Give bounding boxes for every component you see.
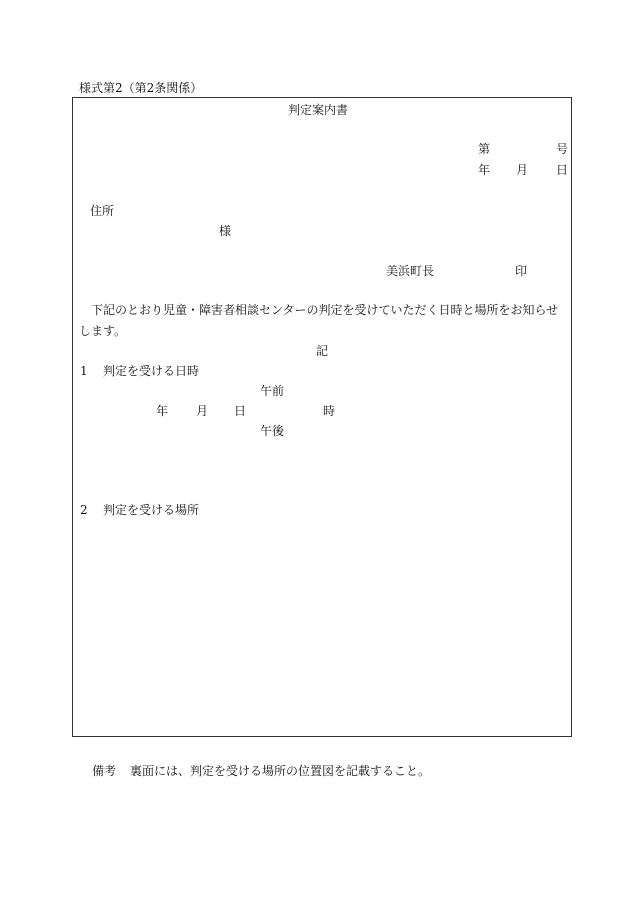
item2-label: 判定を受ける場所 bbox=[103, 503, 200, 517]
item1-month: 月 bbox=[196, 404, 209, 418]
document-title: 判定案内書 bbox=[288, 103, 349, 117]
date-year: 年 bbox=[478, 163, 491, 177]
ki-heading: 記 bbox=[316, 344, 329, 358]
item1-number: 1 bbox=[80, 364, 88, 378]
item1-label: 判定を受ける日時 bbox=[103, 364, 200, 378]
remarks-label: 備考 bbox=[92, 764, 117, 778]
item1-day: 日 bbox=[234, 404, 247, 418]
body-text: 下記のとおり児童・障害者相談センターの判定を受けていただく日時と場所をお知らせします。 bbox=[79, 303, 559, 338]
date-month: 月 bbox=[516, 163, 529, 177]
item1-pm: 午後 bbox=[260, 424, 285, 438]
item1-year: 年 bbox=[156, 404, 169, 418]
addressee-honorific: 様 bbox=[219, 224, 232, 238]
number-suffix: 号 bbox=[556, 142, 569, 156]
date-day: 日 bbox=[556, 163, 569, 177]
item1-hour: 時 bbox=[323, 404, 336, 418]
number-prefix: 第 bbox=[478, 142, 491, 156]
form-frame bbox=[72, 97, 572, 737]
address-label: 住所 bbox=[90, 204, 115, 218]
item1-am: 午前 bbox=[260, 384, 285, 398]
item2-number: 2 bbox=[80, 503, 88, 517]
sender-title: 美浜町長 bbox=[386, 264, 435, 278]
form-number: 様式第2（第2条関係） bbox=[79, 81, 203, 95]
remarks-text: 裏面には、判定を受ける場所の位置図を記載すること。 bbox=[130, 764, 431, 778]
sender-seal: 印 bbox=[515, 264, 528, 278]
